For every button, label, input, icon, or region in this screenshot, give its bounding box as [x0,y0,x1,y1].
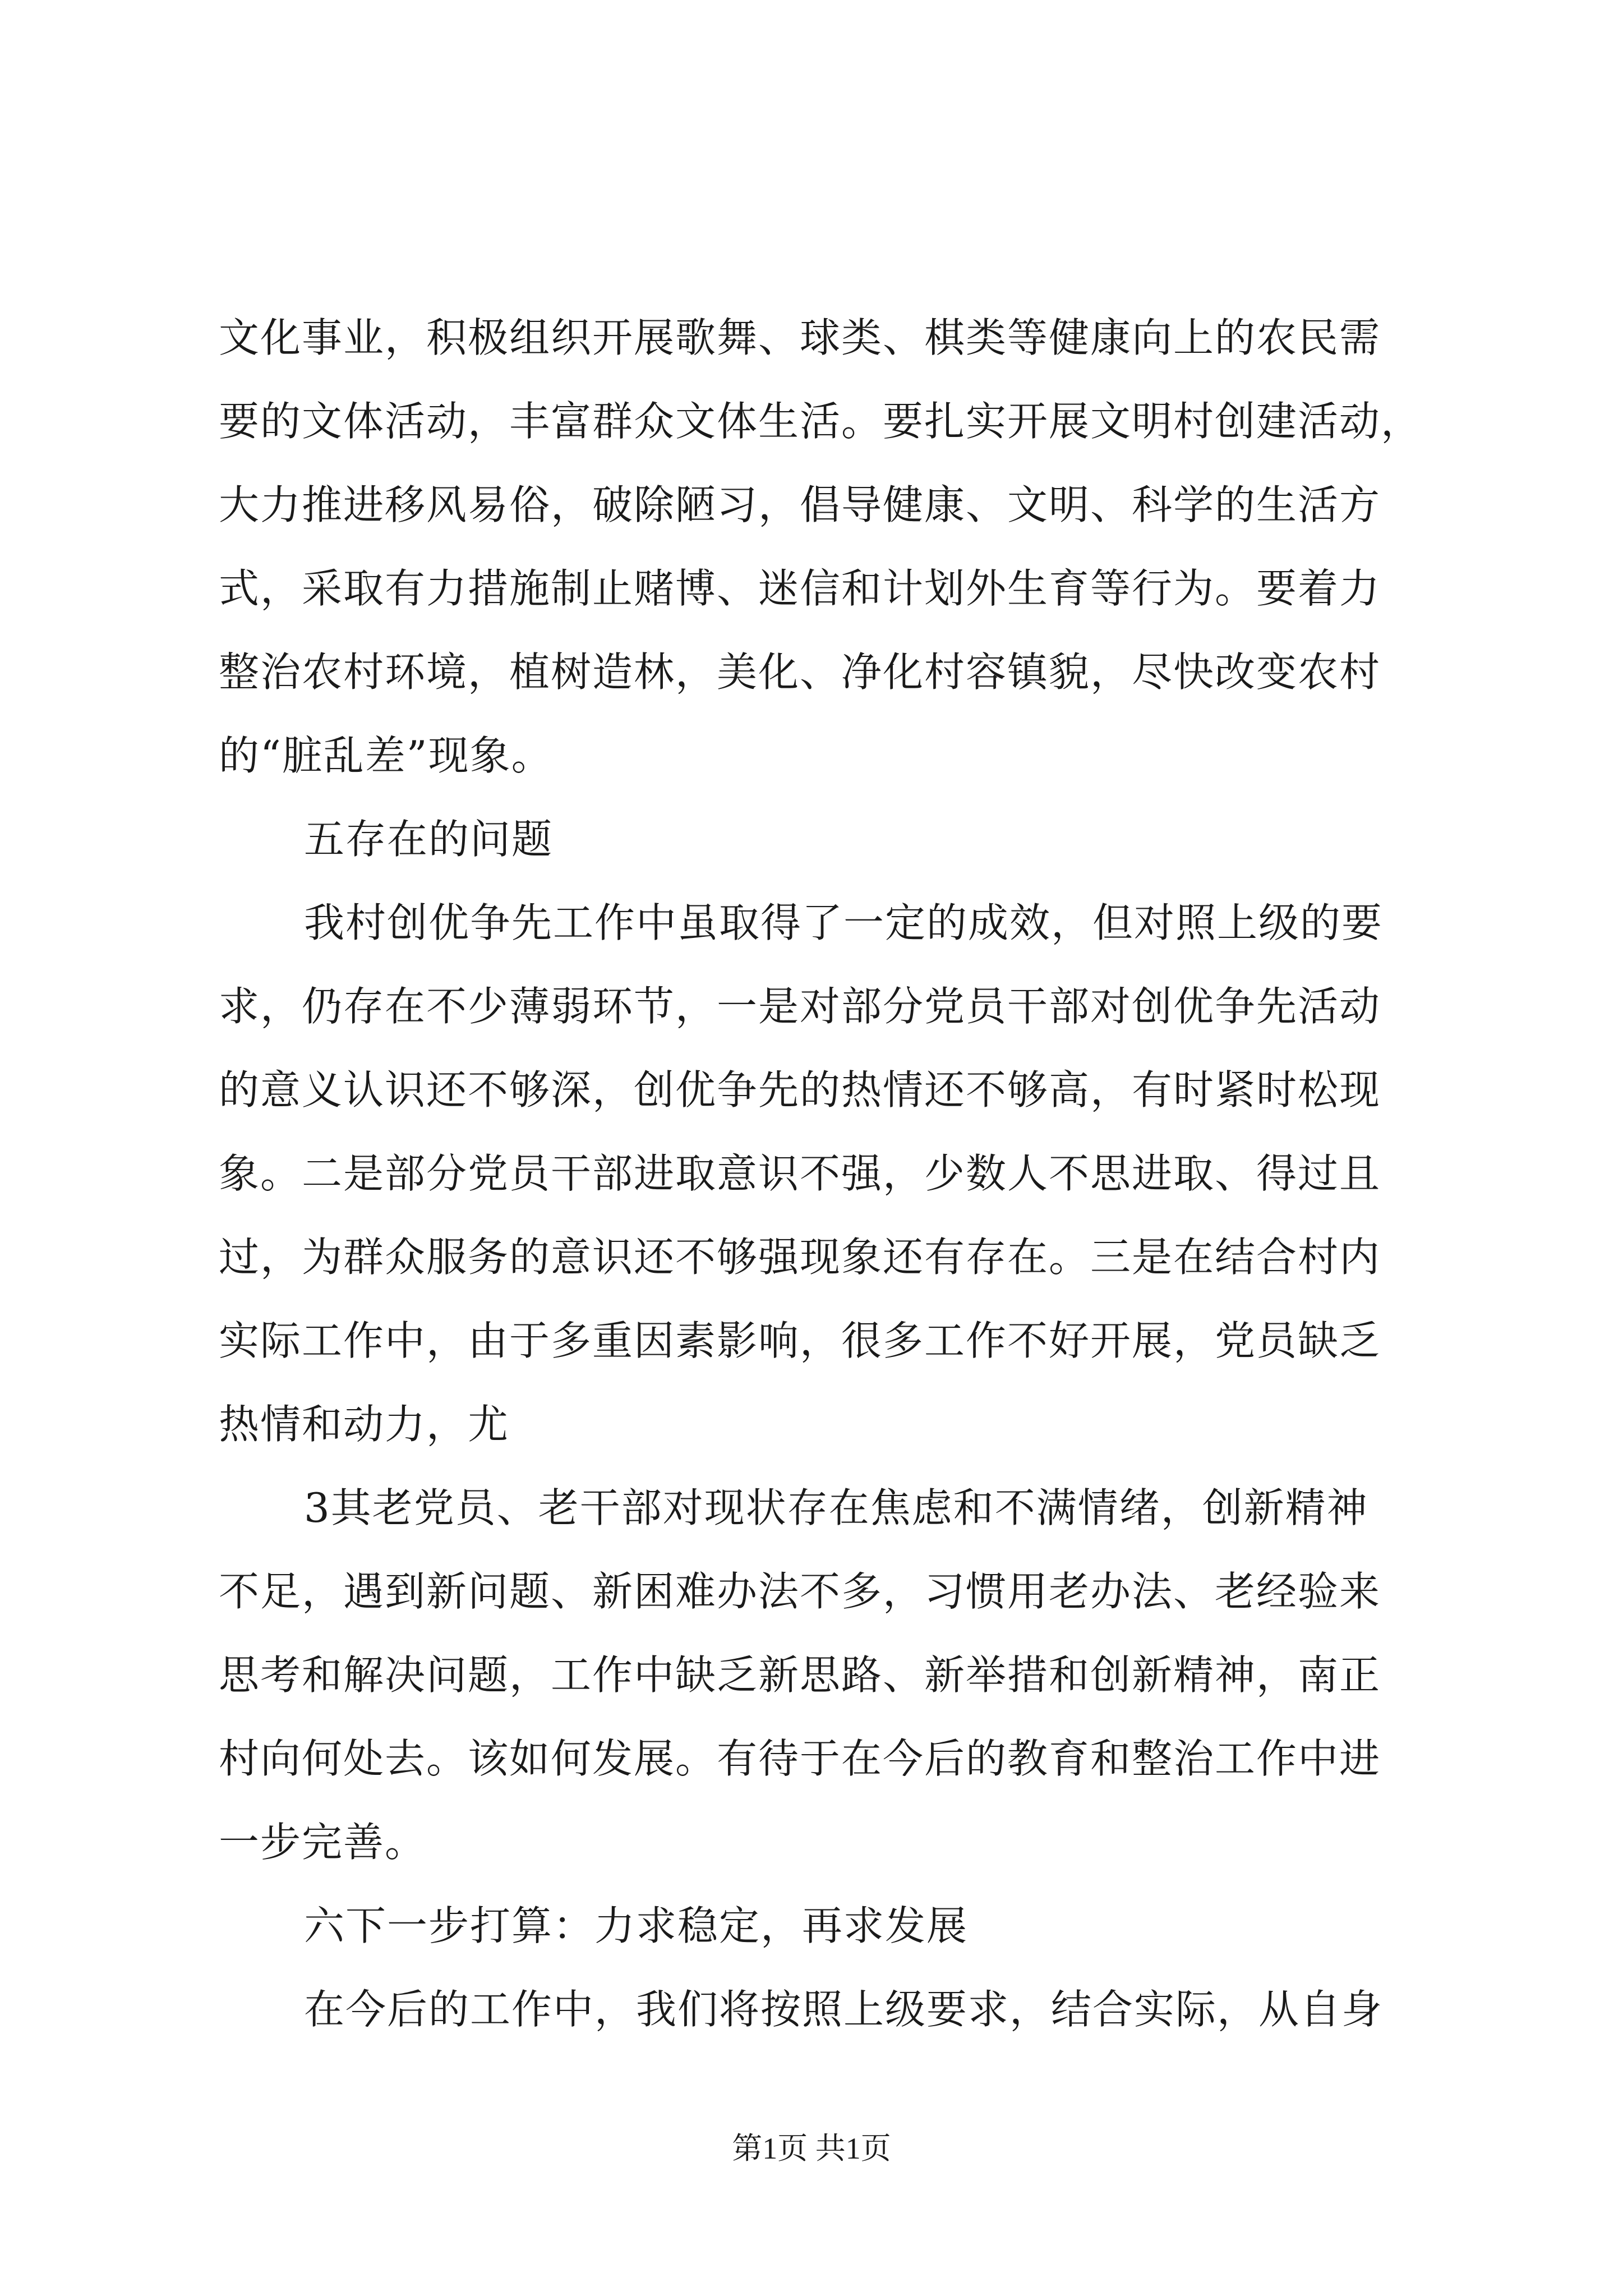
text-line: 大力推进移风易俗，破除陋习，倡导健康、文明、科学的生活方 [219,481,1381,528]
paragraph-first-line: 3其老党员、老干部对现状存在焦虑和不满情绪，创新精神 [304,1484,1368,1531]
text-line: 的意义认识还不够深，创优争先的热情还不够高，有时紧时松现 [219,1066,1381,1114]
paragraph-first-line: 我村创优争先工作中虽取得了一定的成效，但对照上级的要 [304,899,1384,946]
text-line: 整治农村环境，植树造林，美化、净化村容镇貌，尽快改变农村 [219,648,1381,696]
page-footer: 第1页 共1页 [732,2132,891,2165]
text-line: 思考和解决问题，工作中缺乏新思路、新举措和创新精神，南正 [219,1651,1381,1699]
text-line: 村向何处去。该如何发展。有待于在今后的教育和整治工作中进 [219,1735,1381,1782]
text-line: 热情和动力，尤 [219,1401,510,1448]
document-body [219,296,1423,2051]
section-heading: 六下一步打算：力求稳定，再求发展 [304,1902,969,1949]
text-line: 式，采取有力措施制止赌博、迷信和计划外生育等行为。要着力 [219,565,1381,612]
paragraph-first-line: 在今后的工作中，我们将按照上级要求，结合实际，从自身 [304,1986,1384,2033]
text-line: 的“脏乱差”现象。 [219,732,553,779]
text-line: 象。二是部分党员干部进取意识不强，少数人不思进取、得过且 [219,1150,1381,1197]
text-line: 要的文体活动，丰富群众文体生活。要扎实开展文明村创建活动， [219,398,1423,445]
text-line: 文化事业，积极组织开展歌舞、球类、棋类等健康向上的农民需 [219,314,1381,361]
text-line: 一步完善。 [219,1819,427,1866]
text-line: 求，仍存在不少薄弱环节，一是对部分党员干部对创优争先活动 [219,983,1381,1030]
section-heading: 五存在的问题 [304,816,554,863]
text-line: 过，为群众服务的意识还不够强现象还有存在。三是在结合村内 [219,1234,1381,1281]
text-line: 不足，遇到新问题、新困难办法不多，习惯用老办法、老经验来 [219,1568,1381,1615]
text-line: 实际工作中，由于多重因素影响，很多工作不好开展，党员缺乏 [219,1317,1381,1364]
